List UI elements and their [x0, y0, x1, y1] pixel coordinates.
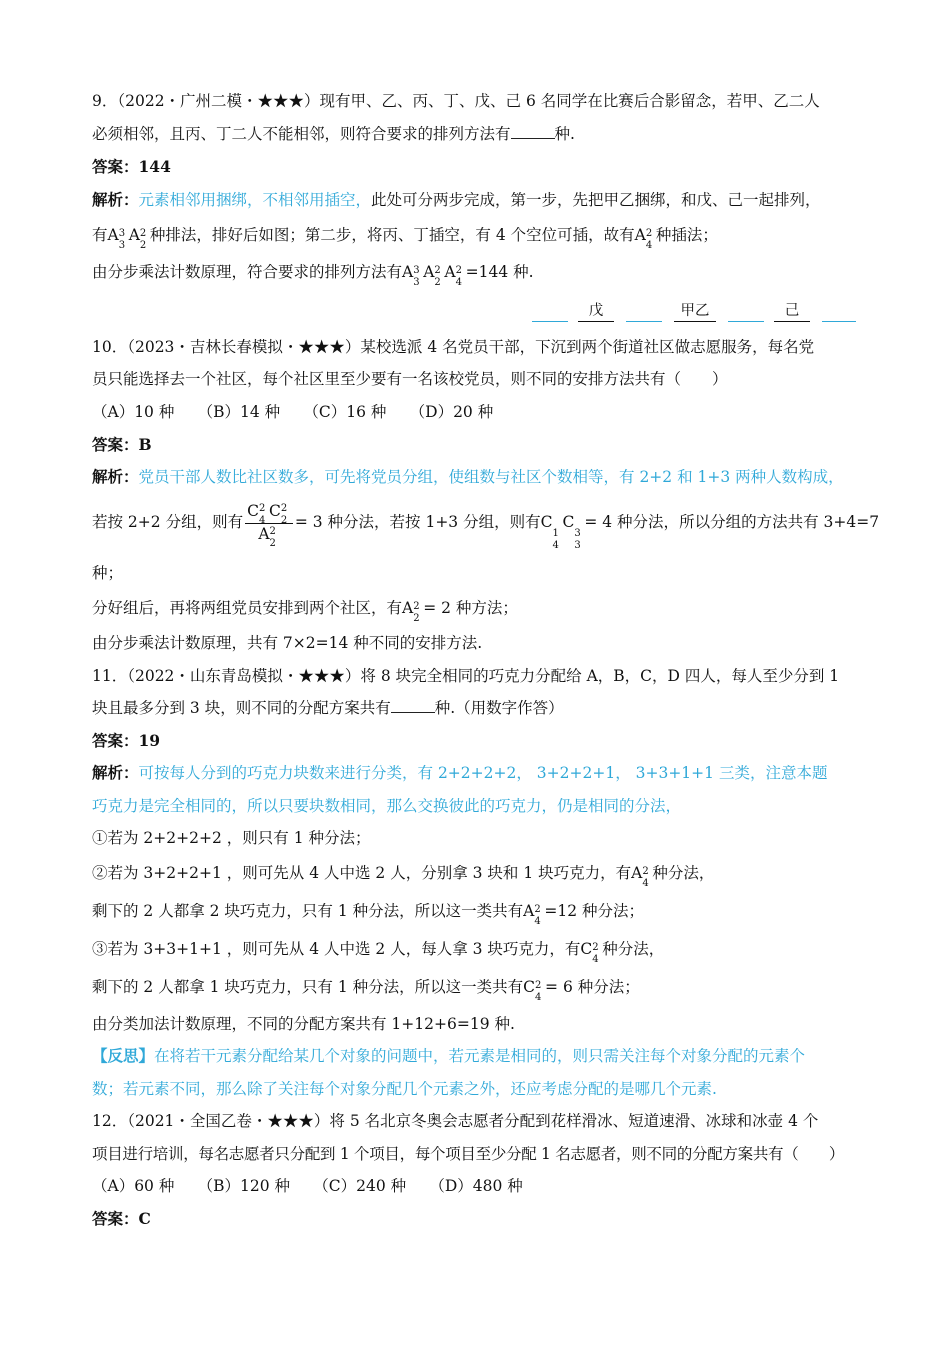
q11-case3-line1 [92, 938, 862, 965]
q10-analysis-line3: 种； [92, 564, 124, 582]
q11-reflect-line1 [92, 1045, 862, 1067]
q10-answer [92, 434, 862, 456]
q9-answer [92, 156, 862, 178]
analysis-hint: 元素相邻用捆绑，不相邻用插空， [138, 191, 372, 209]
answer-value: B [138, 435, 152, 454]
q11-stem-line1: 11．（2022・山东青岛模拟・★★★）将 8 块完全相同的巧克力分配给 A，B，C，D 四人，每人至少分到 1 [92, 667, 840, 685]
arrangement-diagram [530, 298, 860, 324]
analysis-hint: 可按每人分到的巧克力块数来进行分类，有 2+2+2+2， 3+2+2+1， 3+3+1+1 三类，注意本题 [138, 764, 828, 782]
q10-analysis-line1 [92, 466, 862, 488]
q12-stem-line2: 项目进行培训，每名志愿者只分配到 1 个项目，每个项目至少分配 1 名志愿者，则不同的分配方案共有（ ） [92, 1145, 845, 1163]
analysis-text: = 3 种分法，若按 1+3 分组，则有 [294, 513, 541, 531]
answer-label: 答案： [92, 731, 139, 750]
q11-analysis-line2: 巧克力是完全相同的，所以只要块数相同，那么交换彼此的巧克力，仍是相同的分法， [92, 797, 682, 815]
q9-stem-line1: 9．（2022・广州二模・★★★）现有甲、乙、丙、丁、戊、己 6 名同学在比赛后合影留念，若甲、乙二人 [92, 92, 820, 110]
analysis-text: = 4 种分法，所以分组的方法共有 3+4=7 [584, 513, 880, 531]
q10-analysis-line5: 由分步乘法计数原理，共有 7×2=14 种不同的安排方法. [92, 634, 483, 652]
gap-slot [822, 321, 856, 322]
diagram-box-ji: 己 [774, 301, 810, 322]
analysis-text: 剩下的 2 人都拿 1 块巧克力，只有 1 种分法，所以这一类共有 [92, 978, 524, 996]
q11-stem-tail: 种.（用数字作答） [434, 699, 564, 717]
formula-c42: C 2 4 [580, 940, 599, 965]
formula-c42: C 2 4 [523, 978, 542, 1003]
reflect-text: 在将若干元素分配给某几个对象的问题中，若元素是相同的，则只需关注每个对象分配的元素个 [154, 1047, 806, 1065]
q10-analysis-line4 [92, 597, 862, 624]
analysis-label: 解析： [92, 467, 139, 486]
analysis-text: 有 [92, 226, 108, 244]
formula-a3a2: A 3 3 A 2 2 [107, 226, 147, 251]
answer-label: 答案： [92, 157, 139, 176]
analysis-text: =12 种分法； [544, 902, 644, 920]
gap-slot [532, 321, 568, 322]
q10-options: （A）10 种 （B）14 种 （C）16 种 （D）20 种 [92, 403, 494, 421]
fraction-c42c22-over-a22: C 2 4 C 2 2 A 2 2 [245, 501, 293, 546]
analysis-text: 分好组后，再将两组党员安排到两个社区，有 [92, 599, 403, 617]
q10-stem-line2: 员只能选择去一个社区，每个社区里至少要有一名该校党员，则不同的安排方法共有（ ） [92, 370, 728, 388]
analysis-text: 种插法； [655, 226, 718, 244]
q11-analysis-line1 [92, 762, 862, 784]
answer-value: 144 [138, 157, 171, 176]
q10-stem-line1: 10．（2023・吉林长春模拟・★★★）某校选派 4 名党员干部，下沉到两个街道社区做志愿服务，每名党 [92, 338, 815, 356]
q9-stem-line2 [92, 123, 862, 145]
formula-a42: A 2 4 [523, 902, 541, 927]
analysis-text: ②若为 3+2+2+1 ，则可先从 4 人中选 2 人，分别拿 3 块和 1 块巧克力，有 [92, 864, 632, 882]
analysis-text: 种排法，排好后如图；第二步，将丙、丁插空，有 4 个空位可插，故有 [149, 226, 635, 244]
q9-analysis-line1 [92, 189, 862, 211]
formula-a22: A 2 2 [402, 599, 420, 624]
q11-reflect-line2: 数；若元素不同，那么除了关注每个对象分配几个元素之外，还应考虑分配的是哪几个元素. [92, 1080, 717, 1098]
analysis-label: 解析： [92, 763, 139, 782]
q9-analysis-line3 [92, 261, 862, 288]
q12-options: （A）60 种 （B）120 种 （C）240 种 （D）480 种 [92, 1177, 523, 1195]
analysis-text: 由分步乘法计数原理，符合要求的排列方法有 [92, 263, 403, 281]
analysis-text: 种分法， [652, 864, 715, 882]
q11-case2-line1 [92, 862, 862, 889]
analysis-text: 此处可分两步完成，第一步，先把甲乙捆绑，和戊、己一起排列， [371, 191, 821, 209]
q11-case2-line2 [92, 900, 862, 927]
answer-label: 答案： [92, 435, 139, 454]
analysis-text: = 6 种分法； [545, 978, 640, 996]
q9-stem-tail: 种. [554, 125, 575, 143]
diagram-box-wu: 戊 [578, 301, 614, 322]
answer-blank [511, 124, 555, 139]
diagram-box-jiayi: 甲乙 [674, 301, 716, 322]
analysis-text: 种分法， [602, 940, 665, 958]
analysis-text: 若按 2+2 分组，则有 [92, 513, 244, 531]
gap-slot [626, 321, 662, 322]
formula-a4-2: A 2 4 [634, 226, 653, 251]
q11-case1: ①若为 2+2+2+2 ，则只有 1 种分法； [92, 829, 371, 847]
q9-stem-text: 必须相邻，且丙、丁二人不能相邻，则符合要求的排列方法有 [92, 125, 511, 143]
q10-analysis-line2 [92, 498, 880, 551]
q11-case3-line2 [92, 976, 862, 1003]
formula-product: A 3 3 A 2 2 A 2 4 [402, 263, 462, 288]
analysis-text: =144 种. [465, 263, 534, 281]
answer-blank [391, 698, 435, 713]
analysis-text: ③若为 3+3+1+1 ，则可先从 4 人中选 2 人，每人拿 3 块巧克力，有 [92, 940, 581, 958]
analysis-label: 解析： [92, 190, 139, 209]
analysis-hint: 党员干部人数比社区数多，可先将党员分组，使组数与社区个数相等，有 2+2 和 1+3 两种人数构成， [138, 468, 844, 486]
answer-value: C [138, 1209, 151, 1228]
q11-stem-text: 块且最多分到 3 块，则不同的分配方案共有 [92, 699, 391, 717]
formula-a42: A 2 4 [631, 864, 649, 889]
reflect-label: 【反思】 [92, 1046, 155, 1065]
gap-slot [728, 321, 764, 322]
analysis-text: = 2 种方法； [423, 599, 518, 617]
answer-value: 19 [138, 731, 161, 750]
q12-stem-line1: 12．（2021・全国乙卷・★★★）将 5 名北京冬奥会志愿者分配到花样滑冰、短道速滑、冰球和冰壶 4 个 [92, 1112, 819, 1130]
q12-answer [92, 1208, 862, 1230]
q11-summary: 由分类加法计数原理，不同的分配方案共有 1+12+6=19 种. [92, 1015, 515, 1033]
formula-c41c33: C 1 4 C 3 3 [540, 513, 581, 551]
q11-answer [92, 730, 862, 752]
analysis-text: 剩下的 2 人都拿 2 块巧克力，只有 1 种分法，所以这一类共有 [92, 902, 524, 920]
q11-stem-line2 [92, 697, 862, 719]
answer-label: 答案： [92, 1209, 139, 1228]
q9-analysis-line2 [92, 224, 862, 251]
